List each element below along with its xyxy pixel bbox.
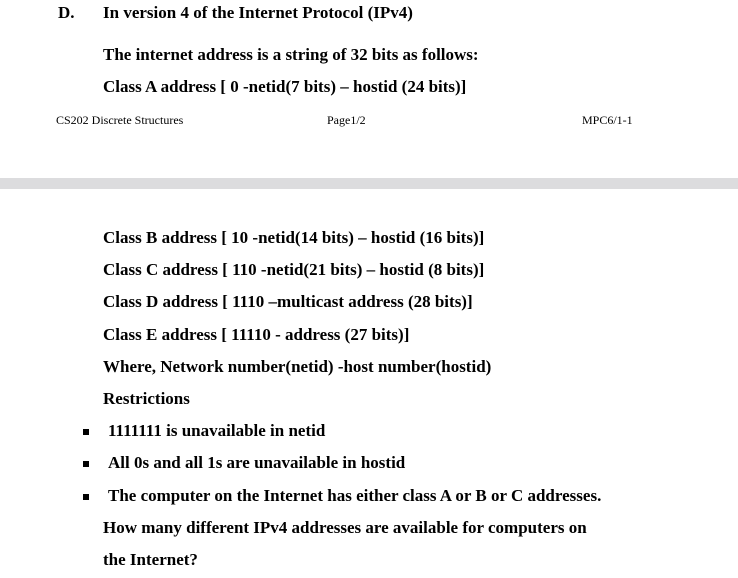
- footer-course: CS202 Discrete Structures: [56, 113, 184, 127]
- page-separator: [0, 178, 738, 189]
- bullet-marker: [83, 429, 89, 435]
- question-line-2: the Internet?: [103, 550, 198, 569]
- class-d-line: Class D address [ 1110 –multicast address (28 bits)]: [103, 292, 473, 311]
- intro-text: The internet address is a string of 32 bits as follows:: [103, 45, 479, 64]
- class-e-line: Class E address [ 11110 - address (27 bits)]: [103, 325, 410, 344]
- footer-page: Page1/2: [327, 113, 366, 127]
- class-c-line: Class C address [ 110 -netid(21 bits) – hostid (8 bits)]: [103, 260, 485, 279]
- restriction-item: 1111111 is unavailable in netid: [108, 421, 326, 440]
- where-line: Where, Network number(netid) -host number(hostid): [103, 357, 492, 376]
- section-label: D.: [58, 3, 75, 22]
- question-line-1: How many different IPv4 addresses are available for computers on: [103, 518, 587, 537]
- restrictions-title: Restrictions: [103, 389, 190, 408]
- section-heading: In version 4 of the Internet Protocol (IPv4): [103, 3, 413, 22]
- restriction-item: The computer on the Internet has either class A or B or C addresses.: [108, 486, 602, 505]
- footer-code: MPC6/1-1: [582, 113, 633, 127]
- bullet-marker: [83, 461, 89, 467]
- bullet-marker: [83, 494, 89, 500]
- class-a-line: Class A address [ 0 -netid(7 bits) – hostid (24 bits)]: [103, 77, 467, 96]
- class-b-line: Class B address [ 10 -netid(14 bits) – hostid (16 bits)]: [103, 228, 485, 247]
- restriction-item: All 0s and all 1s are unavailable in hostid: [108, 453, 406, 472]
